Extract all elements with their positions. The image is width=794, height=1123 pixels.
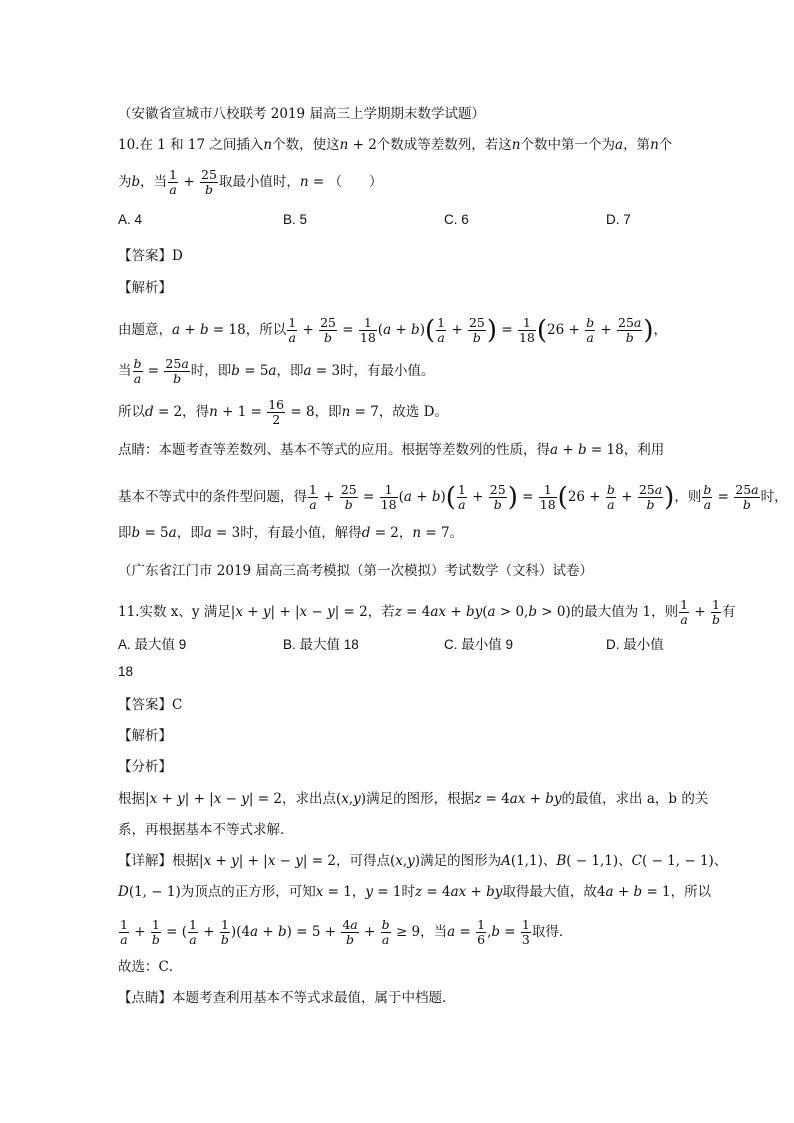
q10-note-line2: 基本不等式中的条件型问题，得 $\frac{1}{a}$ + $\frac{25}{b}$ = $\frac{1}{18}$ (a + b)( $\frac{1}{a}$ + $\frac{25}{b}$ ) = $\frac{1}{18}$ (26 + $\frac{b}{a}$ + $\frac{25a}{b}$ )，则 $\frac{b}{a}$ = $\frac{25a}{b}$ 时，: [118, 482, 788, 513]
q11-option-c: C. 最小值 9: [444, 637, 514, 652]
q11-dianjing: 【点睛】本题考查利用基本不等式求最值，属于中档题．: [118, 990, 456, 1006]
q10-analysis-heading: 【解析】: [118, 280, 172, 296]
q10-stem-line2: 为b，当 $\frac{1}{a}$ + $\frac{25}{b}$ 取最小值时，n = （ ）: [118, 167, 383, 197]
q11-fenxi-line1: 根据|x + y| + |x − y| = 2，求出点(x,y)满足的图形，根据z = 4ax + by的最值，求出 a，b 的关: [118, 791, 709, 807]
q10-note-line3: 即b = 5a，即a = 3时，有最小值，解得d = 2，n = 7。: [118, 525, 464, 541]
q10-solution-line1: 由题意，a + b = 18，所以 $\frac{1}{a}$ + $\frac{25}{b}$ = $\frac{1}{18}$ (a + b)( $\frac{1}{a}$ + $\frac{25}{b}$ ) = $\frac{1}{18}$ (26 + $\frac{b}{a}$ + $\frac{25a}{b}$ )，: [118, 315, 668, 346]
q10-solution-line2: 当 $\frac{b}{a}$ = $\frac{25a}{b}$ 时，即b = 5a，即a = 3时，有最小值。: [118, 356, 435, 386]
q10-note-line1: 点睛：本题考查等差数列、基本不等式的应用。根据等差数列的性质，得a + b = 18，利用: [118, 442, 665, 458]
q10-option-a: A. 4: [118, 212, 143, 227]
q10-option-d: D. 7: [606, 212, 631, 227]
q10-source: （安徽省宣城市八校联考 2019 届高三上学期期末数学试题）: [118, 106, 485, 122]
q11-fenxi-line2: 系，再根据基本不等式求解．: [118, 822, 294, 838]
q11-option-d: D. 最小值: [606, 637, 664, 652]
q10-option-c: C. 6: [444, 212, 469, 227]
q10-answer: 【答案】D: [118, 248, 183, 264]
q11-source: （广东省江门市 2019 届高三高考模拟（第一次模拟）考试数学（文科）试卷）: [118, 563, 593, 579]
q11-answer: 【答案】C: [118, 697, 183, 713]
q11-option-a: A. 最大值 9: [118, 637, 187, 652]
q11-detail-line1: 【详解】根据|x + y| + |x − y| = 2，可得点(x,y)满足的图形为A(1,1)、B( − 1,1)、C( − 1, − 1)、: [118, 853, 728, 869]
q11-detail-line2: D(1, − 1)为顶点的正方形，可知x = 1，y = 1时z = 4ax + by取得最大值，故4a + b = 1，所以: [118, 884, 712, 900]
q11-detail-line3: $\frac{1}{a}$ + $\frac{1}{b}$ = ( $\frac{1}{a}$ + $\frac{1}{b}$ )(4a + b) = 5 + $\frac{4a}{b}$ + $\frac{b}{a}$ ≥ 9，当a = $\frac{1}{6}$ ,b = $\frac{1}{3}$ 取得．: [120, 917, 573, 947]
q11-option-d-cont: 18: [118, 664, 134, 679]
q11-analysis-heading: 【解析】: [118, 728, 172, 744]
q11-fenxi-heading: 【分析】: [118, 759, 172, 775]
q11-stem: 11.实数 x、y 满足|x + y| + |x − y| = 2，若z = 4ax + by(a > 0,b > 0)的最大值为 1，则 $\frac{1}{a}$ + $\frac{1}{b}$ 有: [118, 597, 736, 627]
q10-stem-line1: 10.在 1 和 17 之间插入n个数，使这n + 2个数成等差数列，若这n个数中第一个为a，第n个: [118, 137, 673, 153]
q10-solution-line3: 所以d = 2，得n + 1 = $\frac{16}{2}$ = 8，即n = 7，故选 D。: [118, 397, 448, 427]
q11-choose: 故选：C．: [118, 959, 183, 975]
q10-option-b: B. 5: [283, 212, 308, 227]
q11-option-b: B. 最大值 18: [283, 637, 359, 652]
